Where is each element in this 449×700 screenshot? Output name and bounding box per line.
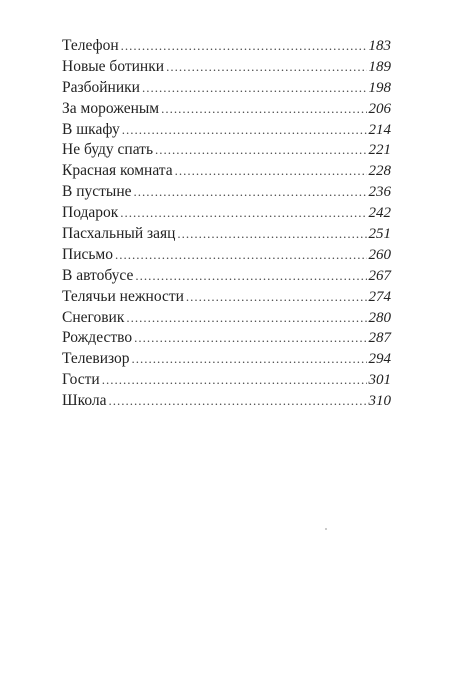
toc-entry-title: В автобусе	[62, 266, 134, 284]
toc-entry-page: 228	[368, 163, 391, 180]
toc-entry-page: 236	[368, 184, 391, 201]
toc-entry-in-the-closet[interactable]	[62, 120, 391, 141]
toc-entry-tenderness[interactable]	[62, 287, 391, 308]
toc-entry-title: Телячьи нежности	[62, 287, 184, 305]
toc-entry-page: 274	[368, 288, 391, 305]
toc-entry-page: 267	[368, 267, 391, 284]
toc-entry-title: Школа	[62, 392, 107, 410]
toc-entry-page: 214	[368, 121, 391, 138]
toc-entry-ice-cream[interactable]	[62, 99, 391, 120]
dot-leader	[126, 308, 366, 329]
toc-entry-title: Разбойники	[62, 78, 140, 96]
toc-entry-title: Рождество	[62, 329, 133, 347]
dot-leader	[175, 161, 367, 182]
toc-entry-page: 242	[368, 205, 391, 222]
dot-leader	[120, 203, 366, 224]
paper-speck	[325, 528, 327, 530]
toc-entry-title: Телефон	[62, 37, 119, 54]
toc-entry-on-the-bus[interactable]	[62, 266, 391, 287]
toc-entry-telephone[interactable]	[62, 36, 391, 57]
toc-entry-new-shoes[interactable]	[62, 57, 391, 78]
toc-entry-title: Не буду спать	[62, 141, 154, 159]
dot-leader	[115, 245, 367, 266]
toc-entry-title: Подарок	[62, 204, 119, 222]
dot-leader	[122, 120, 367, 141]
toc-entry-school[interactable]	[62, 391, 391, 412]
toc-entry-christmas[interactable]	[62, 328, 391, 349]
dot-leader	[161, 99, 366, 120]
toc-entry-television[interactable]	[62, 349, 391, 370]
toc-entry-gift[interactable]	[62, 203, 391, 224]
dot-leader	[186, 287, 367, 308]
toc-entry-letter[interactable]	[62, 245, 391, 266]
toc-entry-title: В пустыне	[62, 183, 132, 201]
toc-entry-page: 287	[368, 330, 391, 347]
toc-entry-title: Снеговик	[62, 308, 125, 326]
toc-entry-title: Новые ботинки	[62, 57, 165, 75]
toc-entry-page: 280	[368, 309, 391, 326]
toc-entry-guests[interactable]	[62, 370, 391, 391]
toc-entry-title: Телевизор	[62, 350, 130, 368]
toc-entry-title: В шкафу	[62, 120, 120, 138]
toc-entry-page: 198	[368, 79, 391, 96]
toc-entry-page: 183	[368, 38, 391, 54]
toc-entry-page: 294	[368, 351, 391, 368]
dot-leader	[177, 224, 366, 245]
dot-leader	[135, 266, 366, 287]
toc-entry-robbers[interactable]	[62, 78, 391, 99]
toc-entry-snowman[interactable]	[62, 308, 391, 329]
toc-entry-page: 301	[368, 372, 391, 389]
toc-entry-page: 251	[368, 226, 391, 243]
toc-entry-in-the-desert[interactable]	[62, 182, 391, 203]
dot-leader	[142, 78, 367, 99]
toc-entry-title: За мороженым	[62, 99, 160, 117]
dot-leader	[102, 370, 367, 391]
dot-leader	[155, 140, 366, 161]
toc-entry-title: Пасхальный заяц	[62, 225, 176, 243]
dot-leader	[134, 328, 366, 349]
toc-entry-title: Красная комната	[62, 162, 173, 180]
table-of-contents	[62, 36, 391, 412]
toc-entry-page: 260	[368, 246, 391, 263]
toc-entry-title: Письмо	[62, 245, 113, 263]
dot-leader	[134, 182, 367, 203]
toc-entry-easter-bunny[interactable]	[62, 224, 391, 245]
dot-leader	[166, 57, 366, 78]
toc-entry-title: Гости	[62, 371, 100, 389]
toc-entry-page: 206	[368, 100, 391, 117]
toc-entry-page: 221	[368, 142, 391, 159]
toc-entry-red-room[interactable]	[62, 161, 391, 182]
dot-leader	[109, 391, 367, 412]
dot-leader	[132, 349, 367, 370]
toc-entry-page: 310	[368, 393, 391, 410]
toc-entry-page: 189	[368, 58, 391, 75]
toc-entry-wont-sleep[interactable]	[62, 140, 391, 161]
dot-leader	[121, 36, 367, 57]
